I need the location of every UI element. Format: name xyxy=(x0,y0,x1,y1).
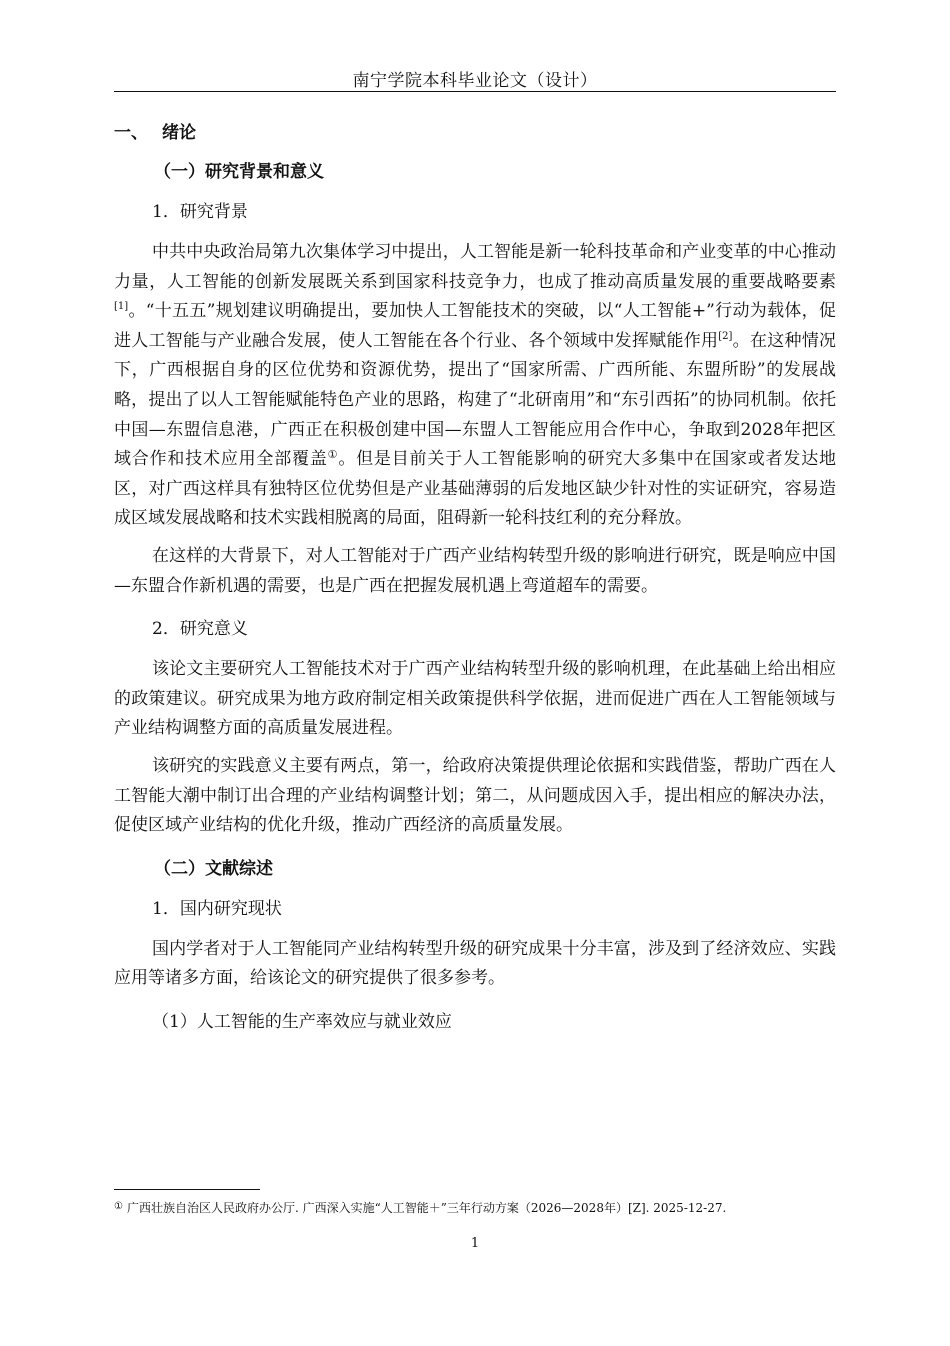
chapter-title: 绪论 xyxy=(162,123,196,143)
citation-ref-1: [1] xyxy=(114,301,129,313)
footnote-text: 广西壮族自治区人民政府办公厅. 广西深入实施“人工智能＋”三年行动方案（2026—2028年）[Z]. 2025-12-27. xyxy=(126,1201,727,1215)
paragraph-text: 。“十五五”规划建议明确提出，要加快人工智能技术的突破，以“人工智能+”行动为载体，促进人工智能与产业融合发展，使人工智能在各个行业、各个领域中发挥赋能作用 xyxy=(114,301,836,351)
header-rule xyxy=(114,91,836,92)
running-header: 南宁学院本科毕业论文（设计） xyxy=(352,71,598,91)
paragraph-meaning-theory: 该论文主要研究人工智能技术对于广西产业结构转型升级的影响机理，在此基础上给出相应的政策建议。研究成果为地方政府制定相关政策提供科学依据，进而促进广西在人工智能领域与产业结构调整方面的高质量发展进程。 xyxy=(114,659,836,739)
paragraph-text: 。在这种情况下，广西根据自身的区位优势和资源优势，提出了“国家所需、广西所能、东盟所盼”的发展战略，提出了以人工智能赋能特色产业的思路，构建了“北研南用”和“东引西拓”的协同机制。依托中国—东盟信息港，广西正在积极创建中国—东盟人工智能应用合作中心，争取到2028年把区域合作和技术应用全部覆盖 xyxy=(114,330,837,470)
subsection-heading-domestic: 1．国内研究现状 xyxy=(152,898,282,919)
paragraph-text: 。但是目前关于人工智能影响的研究大多集中在国家或者发达地区，对广西这样具有独特区位优势但是产业基础薄弱的后发地区缺少针对性的实证研究，容易造成区域发展战略和技术实践相脱离的局面，阻碍新一轮科技红利的充分释放。 xyxy=(114,449,836,529)
citation-ref-2: [2] xyxy=(718,330,733,342)
footnote-marker: ① xyxy=(327,448,339,462)
subsection-heading-background: 1．研究背景 xyxy=(152,202,248,222)
footnote-symbol: ① xyxy=(114,1201,123,1212)
body-content xyxy=(114,114,836,1042)
chapter-heading xyxy=(114,114,836,152)
subsection-heading-meaning: 2．研究意义 xyxy=(152,619,248,640)
chapter-number: 一、 xyxy=(114,123,148,143)
footnote-rule xyxy=(114,1189,260,1190)
section-heading-literature: （二）文献综述 xyxy=(154,858,273,879)
footnote xyxy=(114,1199,836,1216)
paragraph-meaning-practice: 该研究的实践意义主要有两点，第一，给政府决策提供理论依据和实践借鉴，帮助广西在人工智能大潮中制订出合理的产业结构调整计划；第二，从问题成因入手，提出相应的解决办法，促使区域产业结构的优化升级，推动广西经济的高质量发展。 xyxy=(114,755,836,836)
page-number: 1 xyxy=(470,1236,480,1251)
paragraph-domestic: 国内学者对于人工智能同产业结构转型升级的研究成果十分丰富，涉及到了经济效应、实践应用等诸多方面，给该论文的研究提供了很多参考。 xyxy=(114,938,836,989)
subsubsection-heading-effect: （1）人工智能的生产率效应与就业效应 xyxy=(152,1011,452,1032)
paragraph-context: 在这样的大背景下，对人工智能对于广西产业结构转型升级的影响进行研究，既是响应中国—东盟合作新机遇的需要，也是广西在把握发展机遇上弯道超车的需要。 xyxy=(114,545,836,596)
paragraph-text: 中共中央政治局第九次集体学习中提出，人工智能是新一轮科技革命和产业变革的中心推动力量，人工智能的创新发展既关系到国家科技竞争力，也成了推动高质量发展的重要战略要素 xyxy=(114,242,836,292)
section-heading-background-meaning: （一）研究背景和意义 xyxy=(154,162,324,182)
paragraph-background xyxy=(114,238,836,534)
